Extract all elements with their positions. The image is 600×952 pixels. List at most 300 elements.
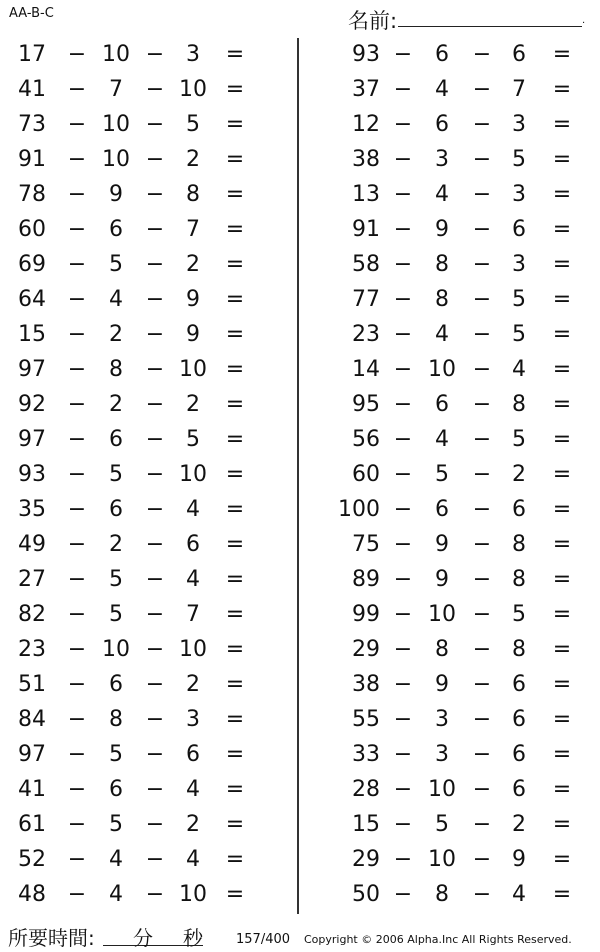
- subtrahend-2: 4: [186, 567, 200, 592]
- minuend: 69: [18, 252, 46, 277]
- subtrahend-1: 10: [428, 847, 456, 872]
- minus-sign: −: [393, 357, 413, 382]
- minus-sign: −: [67, 567, 87, 592]
- subtrahend-2: 4: [512, 357, 526, 382]
- minuend: 38: [352, 672, 380, 697]
- problem-row: [320, 598, 600, 633]
- minus-sign: −: [67, 672, 87, 697]
- subtrahend-1: 4: [109, 287, 123, 312]
- subtrahend-1: 2: [109, 532, 123, 557]
- minutes-label: 分: [133, 926, 153, 950]
- equals-sign: =: [552, 77, 572, 102]
- equals-sign: =: [225, 147, 245, 172]
- subtrahend-2: 6: [186, 742, 200, 767]
- subtrahend-2: 6: [186, 532, 200, 557]
- subtrahend-1: 4: [435, 77, 449, 102]
- minuend: 29: [352, 847, 380, 872]
- minuend: 15: [352, 812, 380, 837]
- name-line: [398, 26, 582, 27]
- subtrahend-2: 2: [186, 672, 200, 697]
- equals-sign: =: [552, 287, 572, 312]
- minuend: 64: [18, 287, 46, 312]
- minus-sign: −: [472, 77, 492, 102]
- minuend: 91: [18, 147, 46, 172]
- problem-row: [320, 633, 600, 668]
- column-divider: [297, 38, 299, 914]
- minuend: 99: [352, 602, 380, 627]
- subtrahend-1: 10: [428, 777, 456, 802]
- equals-sign: =: [552, 532, 572, 557]
- subtrahend-1: 6: [109, 672, 123, 697]
- minus-sign: −: [67, 497, 87, 522]
- minus-sign: −: [393, 777, 413, 802]
- minus-sign: −: [393, 392, 413, 417]
- subtrahend-2: 4: [186, 497, 200, 522]
- problem-row: [0, 248, 280, 283]
- minus-sign: −: [472, 707, 492, 732]
- minuend: 13: [352, 182, 380, 207]
- minus-sign: −: [67, 742, 87, 767]
- subtrahend-2: 10: [179, 77, 207, 102]
- subtrahend-2: 2: [186, 392, 200, 417]
- subtrahend-1: 8: [435, 882, 449, 907]
- minuend: 75: [352, 532, 380, 557]
- problem-row: [0, 38, 280, 73]
- equals-sign: =: [225, 882, 245, 907]
- problem-row: [320, 493, 600, 528]
- minus-sign: −: [67, 357, 87, 382]
- name-label: 名前:: [348, 9, 398, 33]
- minuend: 49: [18, 532, 46, 557]
- minus-sign: −: [393, 602, 413, 627]
- problem-row: [0, 773, 280, 808]
- subtrahend-1: 10: [102, 42, 130, 67]
- equals-sign: =: [225, 812, 245, 837]
- minus-sign: −: [67, 147, 87, 172]
- equals-sign: =: [225, 672, 245, 697]
- subtrahend-2: 6: [512, 672, 526, 697]
- subtrahend-2: 5: [186, 427, 200, 452]
- subtrahend-2: 2: [512, 462, 526, 487]
- subtrahend-2: 6: [512, 217, 526, 242]
- subtrahend-2: 2: [186, 147, 200, 172]
- problem-row: [0, 528, 280, 563]
- minus-sign: −: [472, 532, 492, 557]
- subtrahend-2: 4: [512, 882, 526, 907]
- problem-row: [0, 353, 280, 388]
- minuend: 97: [18, 427, 46, 452]
- subtrahend-2: 3: [512, 252, 526, 277]
- subtrahend-1: 7: [109, 77, 123, 102]
- minus-sign: −: [145, 812, 165, 837]
- minuend: 38: [352, 147, 380, 172]
- minus-sign: −: [472, 672, 492, 697]
- subtrahend-1: 10: [428, 357, 456, 382]
- seconds-label: 秒: [183, 926, 203, 950]
- minus-sign: −: [145, 322, 165, 347]
- equals-sign: =: [552, 882, 572, 907]
- minus-sign: −: [472, 602, 492, 627]
- subtrahend-2: 6: [512, 497, 526, 522]
- minus-sign: −: [472, 637, 492, 662]
- minus-sign: −: [145, 182, 165, 207]
- minuend: 100: [338, 497, 380, 522]
- minus-sign: −: [393, 462, 413, 487]
- problem-row: [0, 423, 280, 458]
- minus-sign: −: [393, 812, 413, 837]
- minus-sign: −: [472, 812, 492, 837]
- subtrahend-1: 5: [109, 742, 123, 767]
- subtrahend-2: 9: [186, 322, 200, 347]
- minus-sign: −: [472, 882, 492, 907]
- minuend: 92: [18, 392, 46, 417]
- minus-sign: −: [145, 77, 165, 102]
- minuend: 29: [352, 637, 380, 662]
- minus-sign: −: [67, 287, 87, 312]
- equals-sign: =: [552, 672, 572, 697]
- minuend: 58: [352, 252, 380, 277]
- minuend: 91: [352, 217, 380, 242]
- minuend: 51: [18, 672, 46, 697]
- problem-row: [0, 388, 280, 423]
- problem-row: [320, 703, 600, 738]
- subtrahend-2: 6: [512, 707, 526, 732]
- minuend: 12: [352, 112, 380, 137]
- problem-row: [320, 563, 600, 598]
- minus-sign: −: [67, 777, 87, 802]
- minus-sign: −: [67, 77, 87, 102]
- problem-row: [320, 528, 600, 563]
- minus-sign: −: [472, 42, 492, 67]
- equals-sign: =: [552, 427, 572, 452]
- subtrahend-1: 8: [435, 637, 449, 662]
- minus-sign: −: [393, 882, 413, 907]
- subtrahend-1: 5: [109, 567, 123, 592]
- minus-sign: −: [145, 427, 165, 452]
- minus-sign: −: [472, 742, 492, 767]
- problem-row: [320, 213, 600, 248]
- subtrahend-2: 5: [512, 322, 526, 347]
- minus-sign: −: [145, 882, 165, 907]
- problem-row: [320, 178, 600, 213]
- equals-sign: =: [225, 602, 245, 627]
- minuend: 15: [18, 322, 46, 347]
- minuend: 73: [18, 112, 46, 137]
- subtrahend-1: 4: [435, 182, 449, 207]
- subtrahend-1: 8: [109, 357, 123, 382]
- minuend: 41: [18, 77, 46, 102]
- minus-sign: −: [67, 392, 87, 417]
- subtrahend-2: 5: [512, 147, 526, 172]
- equals-sign: =: [225, 287, 245, 312]
- subtrahend-1: 6: [435, 112, 449, 137]
- minus-sign: −: [472, 252, 492, 277]
- page-number: 157/400: [236, 932, 291, 947]
- equals-sign: =: [225, 427, 245, 452]
- problem-row: [0, 318, 280, 353]
- subtrahend-1: 6: [109, 777, 123, 802]
- problem-row: [320, 318, 600, 353]
- problem-row: [0, 703, 280, 738]
- subtrahend-1: 3: [435, 742, 449, 767]
- subtrahend-1: 10: [102, 147, 130, 172]
- minus-sign: −: [472, 112, 492, 137]
- worksheet-code: AA-B-C: [9, 6, 54, 21]
- minus-sign: −: [67, 637, 87, 662]
- subtrahend-2: 7: [186, 217, 200, 242]
- minus-sign: −: [145, 217, 165, 242]
- subtrahend-1: 5: [109, 462, 123, 487]
- minus-sign: −: [393, 847, 413, 872]
- minuend: 35: [18, 497, 46, 522]
- problem-row: [320, 843, 600, 878]
- minus-sign: −: [67, 602, 87, 627]
- problem-row: [0, 633, 280, 668]
- subtrahend-2: 8: [512, 567, 526, 592]
- minuend: 52: [18, 847, 46, 872]
- minus-sign: −: [67, 252, 87, 277]
- minus-sign: −: [472, 357, 492, 382]
- equals-sign: =: [552, 182, 572, 207]
- minus-sign: −: [67, 322, 87, 347]
- subtrahend-1: 10: [102, 112, 130, 137]
- minus-sign: −: [393, 672, 413, 697]
- minus-sign: −: [393, 252, 413, 277]
- equals-sign: =: [552, 602, 572, 627]
- minus-sign: −: [472, 497, 492, 522]
- minus-sign: −: [67, 847, 87, 872]
- subtrahend-1: 5: [109, 812, 123, 837]
- equals-sign: =: [225, 357, 245, 382]
- subtrahend-2: 3: [512, 112, 526, 137]
- subtrahend-1: 5: [435, 462, 449, 487]
- equals-sign: =: [225, 567, 245, 592]
- problem-row: [320, 773, 600, 808]
- minus-sign: −: [472, 147, 492, 172]
- subtrahend-2: 8: [186, 182, 200, 207]
- minus-sign: −: [145, 392, 165, 417]
- minuend: 33: [352, 742, 380, 767]
- minus-sign: −: [393, 42, 413, 67]
- problem-row: [0, 808, 280, 843]
- minus-sign: −: [393, 77, 413, 102]
- subtrahend-2: 2: [186, 252, 200, 277]
- minuend: 27: [18, 567, 46, 592]
- problem-row: [0, 108, 280, 143]
- subtrahend-2: 6: [512, 777, 526, 802]
- minus-sign: −: [145, 287, 165, 312]
- minuend: 78: [18, 182, 46, 207]
- subtrahend-2: 10: [179, 357, 207, 382]
- subtrahend-1: 9: [435, 567, 449, 592]
- minuend: 93: [352, 42, 380, 67]
- minus-sign: −: [145, 847, 165, 872]
- equals-sign: =: [552, 637, 572, 662]
- minus-sign: −: [145, 742, 165, 767]
- problem-row: [320, 283, 600, 318]
- equals-sign: =: [225, 392, 245, 417]
- equals-sign: =: [552, 742, 572, 767]
- equals-sign: =: [225, 217, 245, 242]
- equals-sign: =: [552, 252, 572, 277]
- minus-sign: −: [393, 742, 413, 767]
- minus-sign: −: [393, 147, 413, 172]
- minus-sign: −: [393, 217, 413, 242]
- minuend: 89: [352, 567, 380, 592]
- time-label: 所要時間:: [8, 926, 95, 950]
- subtrahend-2: 6: [512, 742, 526, 767]
- equals-sign: =: [552, 847, 572, 872]
- minus-sign: −: [67, 532, 87, 557]
- copyright-notice: Copyright © 2006 Alpha.Inc All Rights Reserved.: [304, 933, 572, 946]
- subtrahend-1: 6: [435, 392, 449, 417]
- minus-sign: −: [472, 427, 492, 452]
- problem-row: [320, 143, 600, 178]
- minuend: 48: [18, 882, 46, 907]
- minus-sign: −: [393, 497, 413, 522]
- subtrahend-2: 9: [186, 287, 200, 312]
- subtrahend-2: 5: [512, 287, 526, 312]
- equals-sign: =: [552, 567, 572, 592]
- minus-sign: −: [393, 427, 413, 452]
- minuend: 97: [18, 357, 46, 382]
- minuend: 60: [352, 462, 380, 487]
- minuend: 93: [18, 462, 46, 487]
- subtrahend-1: 8: [435, 252, 449, 277]
- subtrahend-1: 5: [435, 812, 449, 837]
- minuend: 77: [352, 287, 380, 312]
- subtrahend-2: 2: [186, 812, 200, 837]
- subtrahend-2: 7: [512, 77, 526, 102]
- minus-sign: −: [393, 567, 413, 592]
- problem-row: [0, 843, 280, 878]
- minuend: 82: [18, 602, 46, 627]
- equals-sign: =: [225, 742, 245, 767]
- subtrahend-1: 4: [109, 847, 123, 872]
- minus-sign: −: [145, 147, 165, 172]
- problem-row: [320, 668, 600, 703]
- problem-row: [320, 458, 600, 493]
- equals-sign: =: [225, 42, 245, 67]
- minus-sign: −: [472, 392, 492, 417]
- problem-row: [0, 598, 280, 633]
- problem-row: [0, 738, 280, 773]
- minuend: 56: [352, 427, 380, 452]
- minus-sign: −: [145, 252, 165, 277]
- subtrahend-1: 2: [109, 322, 123, 347]
- minuend: 55: [352, 707, 380, 732]
- equals-sign: =: [225, 462, 245, 487]
- equals-sign: =: [225, 777, 245, 802]
- subtrahend-2: 8: [512, 532, 526, 557]
- equals-sign: =: [225, 532, 245, 557]
- equals-sign: =: [552, 357, 572, 382]
- minus-sign: −: [145, 42, 165, 67]
- minus-sign: −: [393, 637, 413, 662]
- minuend: 17: [18, 42, 46, 67]
- minuend: 37: [352, 77, 380, 102]
- minus-sign: −: [67, 427, 87, 452]
- minus-sign: −: [145, 777, 165, 802]
- minus-sign: −: [145, 532, 165, 557]
- minus-sign: −: [393, 322, 413, 347]
- subtrahend-2: 5: [186, 112, 200, 137]
- equals-sign: =: [225, 847, 245, 872]
- minus-sign: −: [145, 602, 165, 627]
- subtrahend-1: 10: [102, 637, 130, 662]
- equals-sign: =: [225, 322, 245, 347]
- equals-sign: =: [552, 147, 572, 172]
- subtrahend-2: 8: [512, 392, 526, 417]
- subtrahend-2: 6: [512, 42, 526, 67]
- minus-sign: −: [393, 112, 413, 137]
- equals-sign: =: [552, 462, 572, 487]
- minus-sign: −: [67, 882, 87, 907]
- minus-sign: −: [145, 567, 165, 592]
- subtrahend-1: 4: [435, 427, 449, 452]
- equals-sign: =: [552, 42, 572, 67]
- subtrahend-1: 5: [109, 602, 123, 627]
- problem-row: [320, 73, 600, 108]
- subtrahend-1: 3: [435, 147, 449, 172]
- subtrahend-2: 9: [512, 847, 526, 872]
- problem-row: [0, 458, 280, 493]
- minus-sign: −: [472, 462, 492, 487]
- minus-sign: −: [145, 112, 165, 137]
- minus-sign: −: [145, 462, 165, 487]
- subtrahend-1: 9: [435, 217, 449, 242]
- minuend: 60: [18, 217, 46, 242]
- problem-row: [320, 388, 600, 423]
- problem-row: [0, 143, 280, 178]
- subtrahend-1: 5: [109, 252, 123, 277]
- minus-sign: −: [472, 567, 492, 592]
- equals-sign: =: [552, 777, 572, 802]
- minuend: 61: [18, 812, 46, 837]
- minus-sign: −: [145, 357, 165, 382]
- subtrahend-2: 7: [186, 602, 200, 627]
- minus-sign: −: [145, 497, 165, 522]
- minuend: 41: [18, 777, 46, 802]
- equals-sign: =: [225, 707, 245, 732]
- problem-row: [320, 353, 600, 388]
- minus-sign: −: [393, 707, 413, 732]
- problem-row: [320, 248, 600, 283]
- minus-sign: −: [145, 707, 165, 732]
- equals-sign: =: [225, 112, 245, 137]
- minuend: 97: [18, 742, 46, 767]
- equals-sign: =: [552, 392, 572, 417]
- equals-sign: =: [552, 497, 572, 522]
- problem-row: [0, 73, 280, 108]
- subtrahend-2: 3: [186, 42, 200, 67]
- subtrahend-1: 9: [435, 672, 449, 697]
- equals-sign: =: [225, 77, 245, 102]
- subtrahend-2: 2: [512, 812, 526, 837]
- minus-sign: −: [472, 217, 492, 242]
- subtrahend-1: 6: [435, 497, 449, 522]
- minus-sign: −: [393, 287, 413, 312]
- problem-row: [0, 178, 280, 213]
- problem-row: [320, 423, 600, 458]
- subtrahend-1: 6: [109, 427, 123, 452]
- problem-row: [0, 563, 280, 598]
- minus-sign: −: [472, 287, 492, 312]
- minus-sign: −: [67, 462, 87, 487]
- minus-sign: −: [67, 812, 87, 837]
- subtrahend-1: 3: [435, 707, 449, 732]
- minuend: 23: [352, 322, 380, 347]
